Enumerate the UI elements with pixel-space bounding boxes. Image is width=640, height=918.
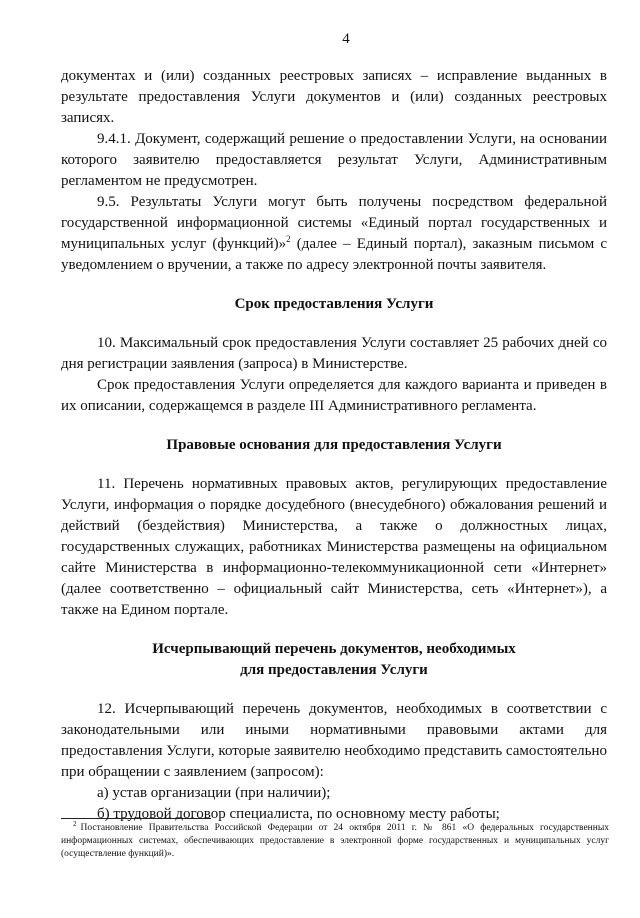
paragraph-9-5 [61, 192, 607, 276]
footnote [61, 819, 609, 861]
section-heading-documents [61, 639, 607, 681]
section-heading-documents-line1: Исчерпывающий перечень документов, необходимых [152, 641, 516, 657]
list-item-a: а) устав организации (при наличии); [97, 785, 331, 801]
paragraph-12: 12. Исчерпывающий перечень документов, необходимых в соответствии с законодательными или иными нормативными правовыми актами для предоставления Услуги, которые заявителю необходимо представить самостоятельно при обращении с заявлением (запросом): [61, 701, 607, 780]
paragraph-11: 11. Перечень нормативных правовых актов, регулирующих предоставление Услуги, информация о порядке досудебного (внесудебного) обжалования решений и действий (бездействия) Министерства, а также о должностных лицах, государственных служащих, работниках Министерства размещены на официальном сайте Министерства в информационно-телекоммуникационной сети «Интернет» (далее соответственно – официальный сайт Министерства, сеть «Интернет»), а также на Едином портале. [61, 476, 607, 618]
paragraph-term-variants: Срок предоставления Услуги определяется для каждого варианта и приведен в их описании, содержащемся в разделе III Административного регламента. [61, 377, 607, 414]
paragraph-9-5-text: 9.5. Результаты Услуги могут быть получены посредством федеральной государственной информационной системы «Единый портал государственных и муниципальных услуг (функций)» [61, 194, 607, 252]
paragraph-10: 10. Максимальный срок предоставления Услуги составляет 25 рабочих дней со дня регистрации заявления (запроса) в Министерстве. [61, 335, 607, 372]
footnote-text: Постановление Правительства Российской Федерации от 24 октября 2011 г. № 861 «О федеральных государственных информационных системах, обеспечивающих предоставление в электронной форме государственных и муниципальных услуг (осуществление функций)». [61, 823, 609, 859]
section-heading-term: Срок предоставления Услуги [234, 296, 434, 312]
paragraph-continuation: документах и (или) созданных реестровых записях – исправление выданных в результате предоставления Услуги документов и (или) созданных реестровых записях. [61, 68, 607, 126]
page-number: 4 [342, 31, 350, 47]
section-heading-documents-line2: для предоставления Услуги [240, 662, 428, 678]
paragraph-9-5-text-cont: (далее – Единый портал), заказным письмом с уведомлением о вручении, а также по адресу электронной почты заявителя. [61, 236, 607, 273]
footnote-reference: 2 [286, 234, 291, 244]
footnote-divider [61, 818, 211, 819]
list-item-b: б) трудовой договор специалиста, по основному месту работы; [97, 806, 500, 822]
paragraph-9-4-1: 9.4.1. Документ, содержащий решение о предоставлении Услуги, на основании которого заявителю предоставляется результат Услуги, Административным регламентом не предусмотрен. [61, 131, 607, 189]
section-heading-legal-basis: Правовые основания для предоставления Услуги [166, 437, 502, 453]
footnote-mark: 2 [73, 819, 77, 828]
